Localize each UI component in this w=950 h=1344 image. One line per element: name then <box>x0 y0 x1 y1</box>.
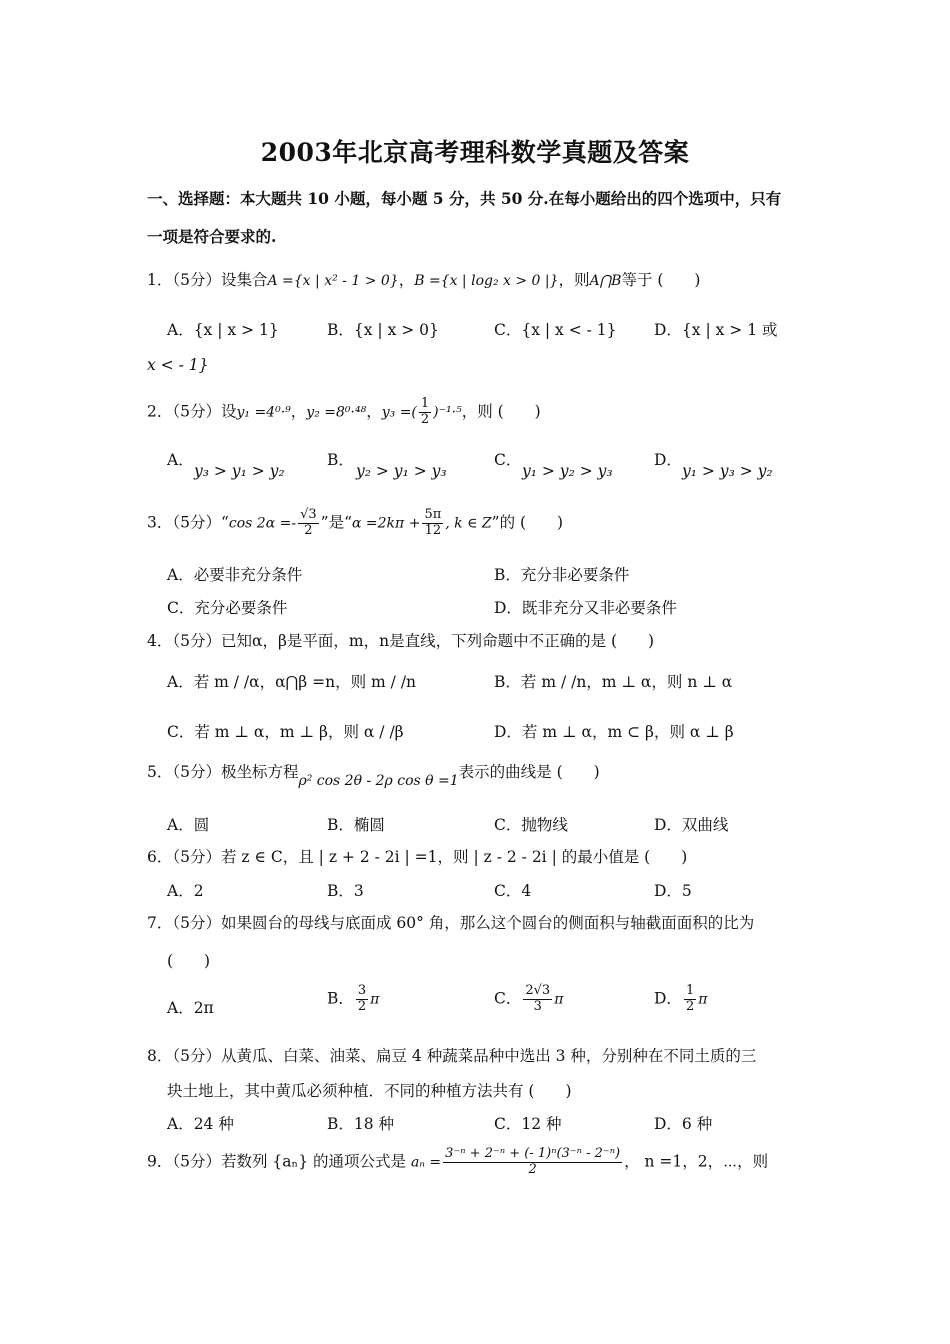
section-line-2: 一项是符合要求的. <box>147 227 277 246</box>
q8-option-c: C．12 种 <box>494 1115 562 1133</box>
q2-stem-a: 2．（5分）设 <box>147 402 237 421</box>
q5-option-c: C．抛物线 <box>494 816 568 834</box>
q2-option-d-label: D． <box>654 451 682 469</box>
q3-den-b: 12 <box>424 522 442 538</box>
q2-option-b-label: B． <box>327 451 354 469</box>
q1-set-b: B ={x | log₂ x > 0 |} <box>414 273 559 289</box>
q3-stem-a: 3．（5分）“ <box>147 513 229 532</box>
q8-option-b: B．18 种 <box>327 1115 395 1133</box>
q5-option-b: B．椭圆 <box>327 816 385 834</box>
q3-den-a: 2 <box>304 522 313 538</box>
q5-stem-b: 表示的曲线是 ( ) <box>458 763 600 781</box>
q4-stem: 4．（5分）已知α，β是平面，m，n是直线，下列命题中不正确的是 ( ) <box>147 632 655 650</box>
q1-stem <box>147 268 700 290</box>
q7-stem: 7．（5分）如果圆台的母线与底面成 60° 角，那么这个圆台的侧面积与轴截面面积的比为 <box>147 914 755 932</box>
q2-option-c: y₁ > y₂ > y₃ <box>522 462 613 480</box>
q2-option-a-label: A． <box>167 451 194 469</box>
q6-option-b: B．3 <box>327 882 364 900</box>
q7-option-c-num: 2√3 <box>525 983 551 998</box>
q1-intersection: A⋂B <box>589 273 622 289</box>
q2-y2: y₂ =8⁰·⁴⁸ <box>306 404 367 421</box>
q5-equation: ρ² cos 2θ - 2ρ cos θ =1 <box>298 773 459 789</box>
q7-option-d-num: 1 <box>685 983 695 998</box>
q7-option-d <box>654 984 707 1015</box>
q9-formula-lhs: aₙ = <box>410 1154 442 1171</box>
q8-option-a: A．24 种 <box>167 1115 234 1133</box>
q1-set-a: A ={x | x² - 1 > 0} <box>267 273 399 289</box>
q2-stem-b: ，则 ( ) <box>461 402 541 421</box>
q9-formula-fraction <box>443 1147 622 1178</box>
q8-option-d: D．6 种 <box>654 1115 713 1133</box>
q1-option-c: C．{x | x < - 1} <box>494 321 617 339</box>
q2-y1: y₁ =4⁰·⁹ <box>236 404 291 421</box>
q5-option-a: A．圆 <box>167 816 210 834</box>
q3-option-a: A．必要非充分条件 <box>167 566 303 584</box>
q9-stem <box>147 1147 768 1178</box>
q4-option-c: C．若 m ⊥ α，m ⊥ β，则 α / /β <box>167 723 404 741</box>
q2-y3-pre: y₃ =( <box>381 404 417 421</box>
q9-formula-num: 3⁻ⁿ + 2⁻ⁿ + (- 1)ⁿ(3⁻ⁿ - 2⁻ⁿ) <box>445 1146 621 1161</box>
q7-option-b-fraction <box>356 984 368 1015</box>
q7-option-c-fraction <box>523 984 552 1015</box>
q6-option-c: C．4 <box>494 882 532 900</box>
q2-option-a: y₃ > y₁ > y₂ <box>194 462 285 480</box>
section-line-1: 一、选择题：本大题共 10 小题，每小题 5 分，共 50 分.在每小题给出的四个选项中，只有 <box>147 189 782 208</box>
q4-option-b: B．若 m / /n，m ⊥ α，则 n ⊥ α <box>494 673 733 691</box>
q9-stem-a: 9．（5分）若数列 {aₙ} 的通项公式是 <box>147 1152 406 1171</box>
q7-option-b-label: B． <box>327 989 354 1008</box>
q7-option-c-den: 3 <box>533 998 542 1014</box>
q1-option-d-cont: x < - 1} <box>147 356 209 374</box>
q6-stem: 6．（5分）若 z ∈ C，且 | z + 2 - 2i | =1，则 | z - 2 - 2i | 的最小值是 ( ) <box>147 848 688 866</box>
q4-option-a: A．若 m / /α，α⋂β =n，则 m / /n <box>167 673 417 691</box>
q3-option-b: B．充分非必要条件 <box>494 566 630 584</box>
q1-option-d: D．{x | x > 1 或 <box>654 321 778 339</box>
q7-option-d-label: D． <box>654 989 682 1008</box>
q5-stem-a: 5．（5分）极坐标方程 <box>147 763 299 781</box>
q7-option-b-den: 2 <box>357 998 367 1014</box>
q9-stem-b: ， n =1，2，⋯，则 <box>624 1152 769 1171</box>
q3-stem-b: ”是“ <box>320 513 353 532</box>
q7-option-b <box>327 984 379 1015</box>
q2-y3-post: )⁻¹·⁵ <box>433 404 462 421</box>
q7-stem-cont: ( ) <box>167 952 211 970</box>
q7-option-b-num: 3 <box>357 983 367 998</box>
q6-option-a: A．2 <box>167 882 204 900</box>
q2-stem: 2．（5分）设y₁ =4⁰·⁹，y₂ =8⁰·⁴⁸，y₃ =( $\frac{1}{2}$ )⁻¹·⁵，则 ( ) <box>147 396 541 427</box>
q3-expr-a: cos 2α =- <box>228 515 297 532</box>
page-title: 2003年北京高考理科数学真题及答案 <box>260 138 690 167</box>
q7-option-a: A．2π <box>167 999 214 1017</box>
q4-option-d: D．若 m ⊥ α，m ⊂ β，则 α ⊥ β <box>494 723 734 741</box>
q5-option-d: D．双曲线 <box>654 816 729 834</box>
q3-num-b: 5π <box>424 507 442 522</box>
q3-fraction-a <box>298 508 319 539</box>
q1-option-a: A．{x | x > 1} <box>167 321 279 339</box>
q7-option-d-den: 2 <box>685 998 695 1014</box>
q8-stem-cont: 块土地上，其中黄瓜必须种植．不同的种植方法共有 ( ) <box>167 1082 572 1100</box>
q1-sep1: ， <box>398 271 415 289</box>
q3-stem <box>147 508 563 539</box>
q9-formula-den: 2 <box>528 1161 537 1177</box>
q7-option-c <box>494 984 563 1015</box>
q7-option-d-fraction <box>684 984 696 1015</box>
q7-option-b-pi: π <box>370 991 380 1008</box>
q7-option-c-label: C． <box>494 989 522 1008</box>
q3-fraction-b <box>422 508 443 539</box>
q1-option-b: B．{x | x > 0} <box>327 321 439 339</box>
q2-y3-fraction <box>419 397 431 428</box>
section-heading <box>147 180 817 256</box>
q3-stem-c: ”的 ( ) <box>491 513 564 532</box>
q3-num-a: √3 <box>300 507 317 522</box>
q5-stem <box>147 760 600 789</box>
q2-option-c-label: C． <box>494 451 522 469</box>
q7-option-c-pi: π <box>554 991 564 1008</box>
q2-option-d: y₁ > y₃ > y₂ <box>682 462 773 480</box>
q6-option-d: D．5 <box>654 882 692 900</box>
q3-expr-b: α =2kπ + <box>352 515 421 532</box>
q1-stem-a: 1．（5分）设集合 <box>147 271 268 289</box>
q7-option-d-pi: π <box>698 991 708 1008</box>
q1-sep2: ，则 <box>558 271 590 289</box>
q3-option-d: D．既非充分又非必要条件 <box>494 599 677 617</box>
q2-y3-den: 2 <box>420 411 430 427</box>
q1-stem-b: 等于 ( ) <box>621 271 701 289</box>
q3-expr-b2: , k ∈ Z <box>445 515 492 532</box>
q2-option-b: y₂ > y₁ > y₃ <box>356 462 447 480</box>
q2-y3-num: 1 <box>420 396 430 411</box>
q3-option-c: C．充分必要条件 <box>167 599 288 617</box>
q8-stem: 8．（5分）从黄瓜、白菜、油菜、扁豆 4 种蔬菜品种中选出 3 种，分别种在不同土质的三 <box>147 1047 757 1065</box>
